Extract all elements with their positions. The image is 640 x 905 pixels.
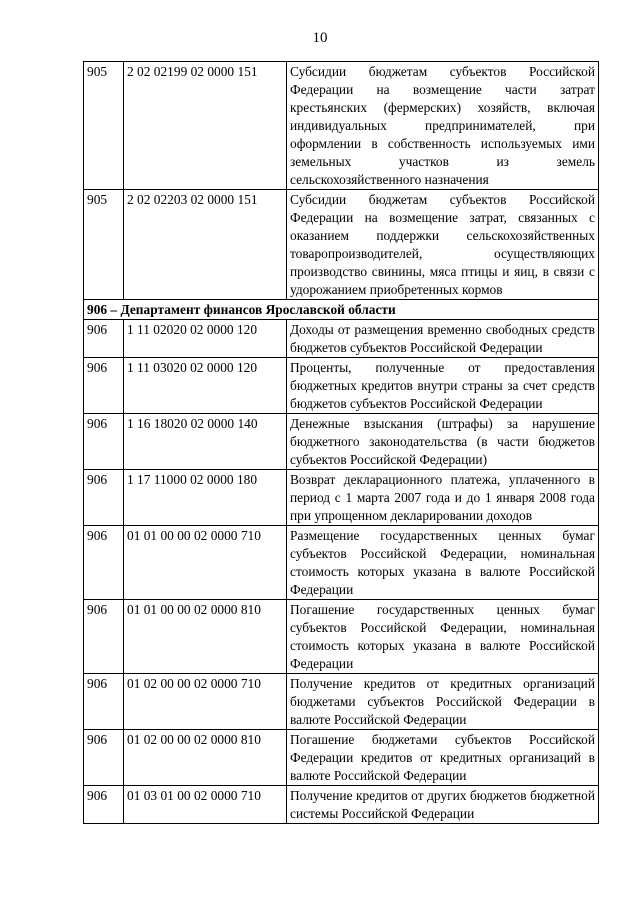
admin-code-cell: 906 (84, 786, 124, 824)
budget-code-cell: 01 02 00 00 02 0000 810 (124, 730, 287, 786)
description-cell: Погашение бюджетами субъектов Российской Федерации кредитов от кредитных организаций в валюте Российской Федерации (287, 730, 599, 786)
table-row (84, 320, 599, 358)
description-cell: Погашение государственных ценных бумаг субъектов Российской Федерации, номинальная стоимость которых указана в валюте Российской Федерации (287, 600, 599, 674)
admin-code-cell: 906 (84, 358, 124, 414)
admin-code-cell: 906 (84, 414, 124, 470)
admin-code-cell: 906 (84, 674, 124, 730)
description-cell: Проценты, полученные от предоставления бюджетных кредитов внутри страны за счет средств бюджетов субъектов Российской Федерации (287, 358, 599, 414)
page-number: 10 (312, 30, 328, 46)
description-cell: Возврат декларационного платежа, уплаченного в период с 1 марта 2007 года и до 1 января 2008 года при упрощенном декларировании доходов (287, 470, 599, 526)
admin-code-cell: 905 (84, 62, 124, 190)
budget-code-cell: 1 17 11000 02 0000 180 (124, 470, 287, 526)
section-title: 906 – Департамент финансов Ярославской области (84, 300, 599, 320)
budget-code-cell: 01 03 01 00 02 0000 710 (124, 786, 287, 824)
admin-code-cell: 905 (84, 190, 124, 300)
section-row (84, 300, 599, 320)
admin-code-cell: 906 (84, 730, 124, 786)
table-row (84, 600, 599, 674)
admin-code-cell: 906 (84, 320, 124, 358)
table-row (84, 358, 599, 414)
table-row (84, 526, 599, 600)
admin-code-cell: 906 (84, 470, 124, 526)
table-row (84, 786, 599, 824)
admin-code-cell: 906 (84, 600, 124, 674)
budget-code-cell: 2 02 02203 02 0000 151 (124, 190, 287, 300)
budget-code-cell: 01 01 00 00 02 0000 710 (124, 526, 287, 600)
table-row (84, 190, 599, 300)
table-row (84, 674, 599, 730)
description-cell: Субсидии бюджетам субъектов Российской Федерации на возмещение части затрат крестьянских (фермерских) хозяйств, включая индивидуальных предпринимателей, при оформлении в собственность используемых ими земельных участков из земель сельскохозяйственного назначения (287, 62, 599, 190)
table-row (84, 414, 599, 470)
table-row (84, 730, 599, 786)
description-cell: Денежные взыскания (штрафы) за нарушение бюджетного законодательства (в части бюджетов субъектов Российской Федерации) (287, 414, 599, 470)
budget-code-cell: 01 01 00 00 02 0000 810 (124, 600, 287, 674)
budget-code-cell: 1 16 18020 02 0000 140 (124, 414, 287, 470)
admin-code-cell: 906 (84, 526, 124, 600)
budget-code-cell: 01 02 00 00 02 0000 710 (124, 674, 287, 730)
table-row (84, 62, 599, 190)
budget-codes-table (83, 61, 599, 824)
table-row (84, 470, 599, 526)
table-body (84, 62, 599, 824)
budget-code-cell: 1 11 02020 02 0000 120 (124, 320, 287, 358)
budget-code-cell: 1 11 03020 02 0000 120 (124, 358, 287, 414)
description-cell: Доходы от размещения временно свободных средств бюджетов субъектов Российской Федерации (287, 320, 599, 358)
budget-code-cell: 2 02 02199 02 0000 151 (124, 62, 287, 190)
description-cell: Получение кредитов от других бюджетов бюджетной системы Российской Федерации (287, 786, 599, 824)
description-cell: Субсидии бюджетам субъектов Российской Федерации на возмещение затрат, связанных с оказанием поддержки сельскохозяйственных товаропроизводителей, осуществляющих производство свинины, мяса птицы и яиц, в связи с удорожанием приобретенных кормов (287, 190, 599, 300)
description-cell: Размещение государственных ценных бумаг субъектов Российской Федерации, номинальная стоимость которых указана в валюте Российской Федерации (287, 526, 599, 600)
description-cell: Получение кредитов от кредитных организаций бюджетами субъектов Российской Федерации в валюте Российской Федерации (287, 674, 599, 730)
